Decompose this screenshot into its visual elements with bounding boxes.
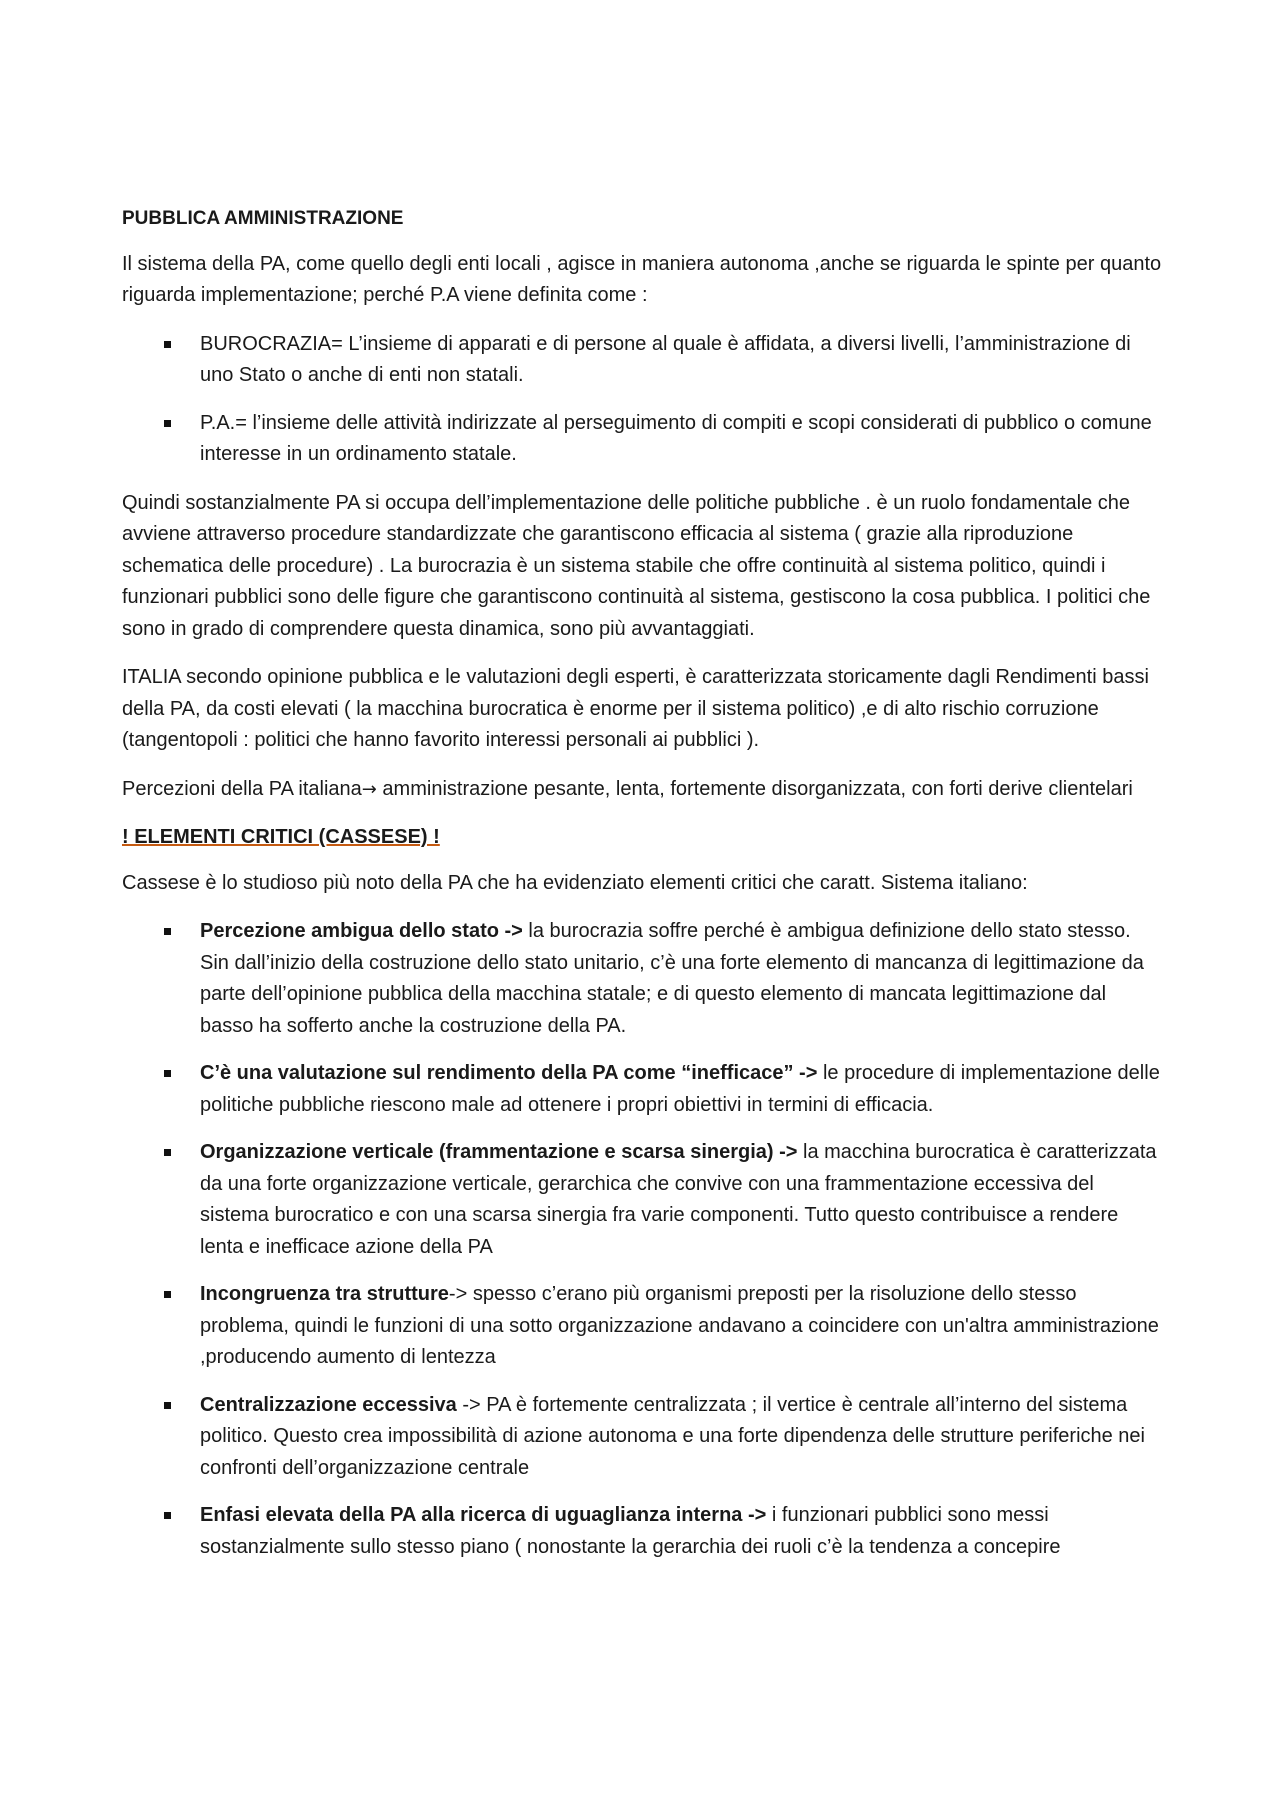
critico-title: Percezione ambigua dello stato ->: [200, 920, 523, 942]
square-bullet-icon: [164, 420, 171, 427]
definition-pa: P.A.= l’insieme delle attività indirizzate al perseguimento di compiti e scopi considerati di pubblico o comune interesse in un ordinamento statale.: [200, 411, 1152, 465]
critico-text: la burocrazia soffre perché è ambigua definizione dello stato stesso. Sin dall’inizio della costruzione dello stato unitario, c’è una forte elemento di mancanza di legittimazione da parte dell’opinione pubblica della macchina statale; e di questo elemento di mancata legittimazione dal basso ha sofferto anche la costruzione della PA.: [200, 920, 1144, 1037]
square-bullet-icon: [164, 1291, 171, 1298]
cassese-intro: Cassese è lo studioso più noto della PA che ha evidenziato elementi critici che caratt. Sistema italiano:: [122, 871, 1028, 894]
square-bullet-icon: [164, 341, 171, 348]
critico-text: i funzionari pubblici sono messi sostanzialmente sullo stesso piano ( nonostante la gerarchia dei ruoli c’è la tendenza a concepire: [200, 1504, 1061, 1558]
paragraph-italia: ITALIA secondo opinione pubblica e le valutazioni degli esperti, è caratterizzata storicamente dagli Rendimenti bassi della PA, da costi elevati ( la macchina burocratica è enorme per il sistema politico) ,e di alto rischio corruzione (tangentopoli : politici che hanno favorito interessi personali ai pubblici ).: [122, 666, 1149, 751]
intro-paragraph: Il sistema della PA, come quello degli enti locali , agisce in maniera autonoma ,anche se riguarda le spinte per quanto riguarda implementazione; perché P.A viene definita come :: [122, 252, 1162, 306]
section-heading-critici: ! ELEMENTI CRITICI (CASSESE) !: [122, 826, 440, 848]
critico-text: la macchina burocratica è caratterizzata da una forte organizzazione verticale, gerarchica che convive con una frammentazione eccessiva del sistema burocratico e con una scarsa sinergia fra varie componenti. Tutto questo contribuisce a rendere lenta e inefficace azione della PA: [200, 1141, 1157, 1258]
list-item: [122, 1137, 1162, 1263]
list-item: [122, 1058, 1162, 1121]
critico-title: Incongruenza tra strutture: [200, 1283, 449, 1305]
list-item: [122, 408, 1162, 471]
definitions-list: [122, 329, 1162, 471]
percezioni-before: Percezioni della PA italiana: [122, 777, 362, 800]
critico-title: Centralizzazione eccessiva: [200, 1393, 457, 1416]
critico-title: Enfasi elevata della PA alla ricerca di uguaglianza interna ->: [200, 1504, 767, 1526]
list-item: [122, 329, 1162, 392]
document-page: [122, 203, 1162, 1580]
list-item: [122, 1390, 1162, 1485]
percezioni-after: amministrazione pesante, lenta, fortemente disorganizzata, con forti derive clientelari: [376, 777, 1133, 800]
list-item: [122, 1279, 1162, 1374]
arrow-right-icon: →: [361, 778, 377, 800]
critico-title: C’è una valutazione sul rendimento della PA come “inefficace” ->: [200, 1062, 818, 1084]
square-bullet-icon: [164, 928, 171, 935]
list-item: [122, 1500, 1162, 1563]
critico-title: Organizzazione verticale (frammentazione e scarsa sinergia) ->: [200, 1141, 798, 1163]
paragraph-percezioni: [122, 774, 1162, 806]
critico-text: -> PA è fortemente centralizzata ; il vertice è centrale all’interno del sistema politico. Questo crea impossibilità di azione autonoma e una forte dipendenza delle strutture periferiche nei confronti dell’organizzazione centrale: [200, 1393, 1145, 1479]
square-bullet-icon: [164, 1402, 171, 1409]
definition-burocrazia: BUROCRAZIA= L’insieme di apparati e di persone al quale è affidata, a diversi livelli, l’amministrazione di uno Stato o anche di enti non statali.: [200, 332, 1131, 386]
square-bullet-icon: [164, 1070, 171, 1077]
square-bullet-icon: [164, 1149, 171, 1156]
square-bullet-icon: [164, 1512, 171, 1519]
critici-list: [122, 916, 1162, 1563]
list-item: [122, 916, 1162, 1042]
critico-text: le procedure di implementazione delle politiche pubbliche riescono male ad ottenere i propri obiettivi in termini di efficacia.: [200, 1062, 1160, 1116]
critico-text: -> spesso c’erano più organismi preposti per la risoluzione dello stesso problema, quindi le funzioni di una sotto organizzazione andavano a coincidere con un'altra amministrazione ,producendo aumento di lentezza: [200, 1283, 1159, 1368]
paragraph-quindi: Quindi sostanzialmente PA si occupa dell’implementazione delle politiche pubbliche . è un ruolo fondamentale che avviene attraverso procedure standardizzate che garantiscono efficacia al sistema ( grazie alla riproduzione schematica delle procedure) . La burocrazia è un sistema stabile che offre continuità al sistema politico, quindi i funzionari pubblici sono delle figure che garantiscono continuità al sistema, gestiscono la cosa pubblica. I politici che sono in grado di comprendere questa dinamica, sono più avvantaggiati.: [122, 491, 1151, 640]
page-title: PUBBLICA AMMINISTRAZIONE: [122, 208, 404, 229]
